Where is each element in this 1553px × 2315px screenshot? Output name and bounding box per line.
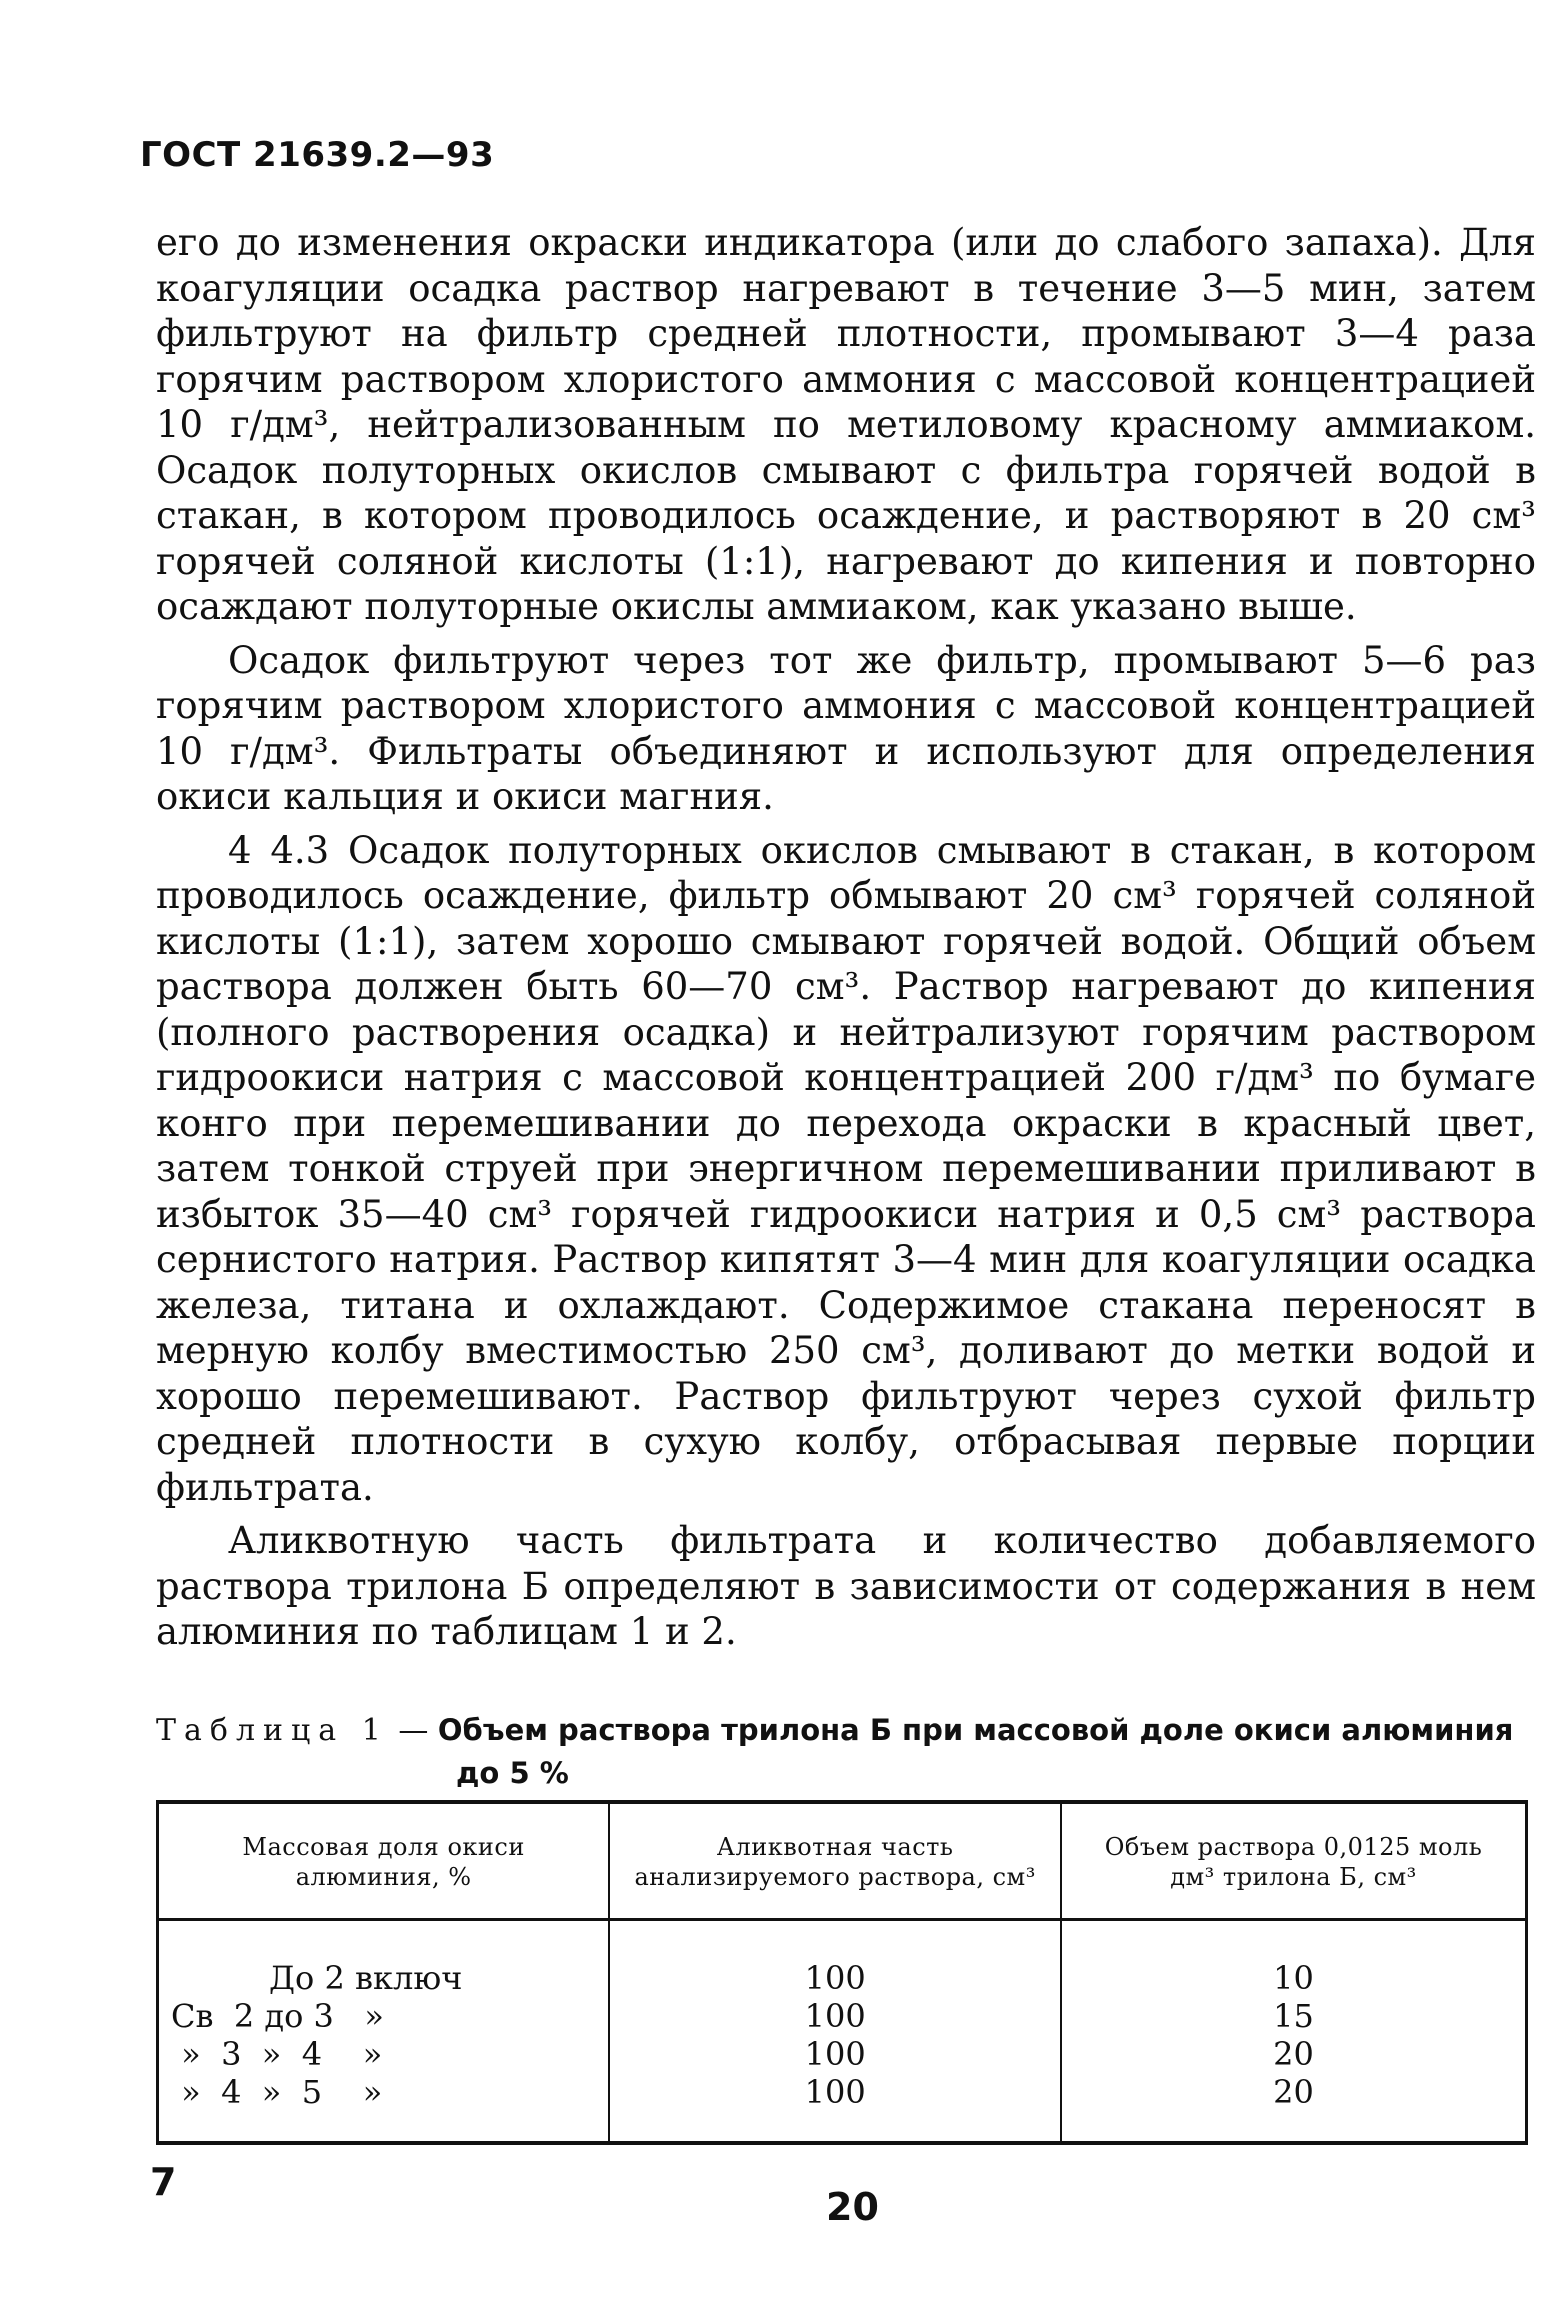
document-header: ГОСТ 21639.2—93: [140, 135, 495, 175]
table-header-row: [158, 1804, 1527, 1920]
row-label-3: » 3 » 4 »: [171, 2035, 383, 2073]
aliquot-value-3: 100: [804, 2035, 866, 2073]
volume-value-4: 20: [1273, 2073, 1314, 2111]
table-caption-title-line1: Объем раствора трилона Б при массовой доле окиси алюминия: [437, 1713, 1514, 1747]
paragraph-4: Аликвотную часть фильтрата и количество добавляемого раствора трилона Б определяют в зависимости от содержания в нем алюминия по таблицам 1 и 2.: [156, 1519, 1536, 1653]
table-body-row: [158, 1920, 1527, 2142]
volume-value-3: 20: [1273, 2035, 1314, 2073]
data-table: [156, 1804, 1528, 2141]
row-label-1: До 2 включ: [269, 1959, 463, 1997]
aliquot-value-2: 100: [804, 1997, 866, 2035]
volume-value-1: 10: [1273, 1959, 1314, 1997]
table-1: [156, 1800, 1528, 2145]
page-number: 20: [826, 2185, 879, 2229]
column-header-mass-fraction: Массовая доля окиси алюминия, %: [158, 1804, 610, 1920]
column-header-aliquot: Аликвотная часть анализируемого раствора, см³: [609, 1804, 1061, 1920]
table-caption-separator: —: [388, 1713, 438, 1748]
footer-left-mark: 7: [150, 2160, 177, 2204]
row-label-2: Св 2 до 3 »: [171, 1997, 384, 2035]
aliquot-value-1: 100: [804, 1959, 866, 1997]
trilon-volume-cell: [1061, 1920, 1526, 2142]
table-caption: [156, 1710, 1536, 1793]
paragraph-2: Осадок фильтруют через тот же фильтр, промывают 5—6 раз горячим раствором хлористого аммония с массовой концентрацией 10 г/дм³. Фильтраты объединяют и используют для определения окиси кальция и окиси магния.: [156, 638, 1536, 818]
aliquot-cell: [609, 1920, 1061, 2142]
paragraph-1: его до изменения окраски индикатора (или до слабого запаха). Для коагуляции осадка раствор нагревают в течение 3—5 мин, затем фильтруют на фильтр средней плотности, промывают 3—4 раза горячим раствором хлористого аммония с массовой концентрацией 10 г/дм³, нейтрализованным по метиловому красному аммиаком. Осадок полуторных окислов смывают с фильтра горячей водой в стакан, в котором проводилось осаждение, и растворяют в 20 см³ горячей соляной кислоты (1:1), нагревают до кипения и повторно осаждают полуторные окислы аммиаком, как указано выше.: [156, 221, 1536, 628]
row-label-4: » 4 » 5 »: [171, 2073, 383, 2111]
mass-fraction-cell: [158, 1920, 610, 2142]
table-caption-title-line2: до 5 %: [456, 1756, 569, 1790]
body-text: [156, 220, 1536, 1655]
table-caption-label: Таблица 1: [156, 1713, 389, 1748]
aliquot-value-4: 100: [804, 2073, 866, 2111]
column-header-trilon-volume: Объем раствора 0,0125 моль дм³ трилона Б, см³: [1061, 1804, 1526, 1920]
volume-value-2: 15: [1273, 1997, 1314, 2035]
paragraph-3: 4 4.3 Осадок полуторных окислов смывают в стакан, в котором проводилось осаждение, фильтр обмывают 20 см³ горячей соляной кислоты (1:1), затем хорошо смывают горячей водой. Общий объем раствора должен быть 60—70 см³. Раствор нагревают до кипения (полного растворения осадка) и нейтрализуют горячим раствором гидроокиси натрия с массовой концентрацией 200 г/дм³ по бумаге конго при перемешивании до перехода окраски в красный цвет, затем тонкой струей при энергичном перемешивании приливают в избыток 35—40 см³ горячей гидроокиси натрия и 0,5 см³ раствора сернистого натрия. Раствор кипятят 3—4 мин для коагуляции осадка железа, титана и охлаждают. Содержимое стакана переносят в мерную колбу вместимостью 250 см³, доливают до метки водой и хорошо перемешивают. Раствор фильтруют через сухой фильтр средней плотности в сухую колбу, отбрасывая первые порции фильтрата.: [156, 828, 1536, 1509]
